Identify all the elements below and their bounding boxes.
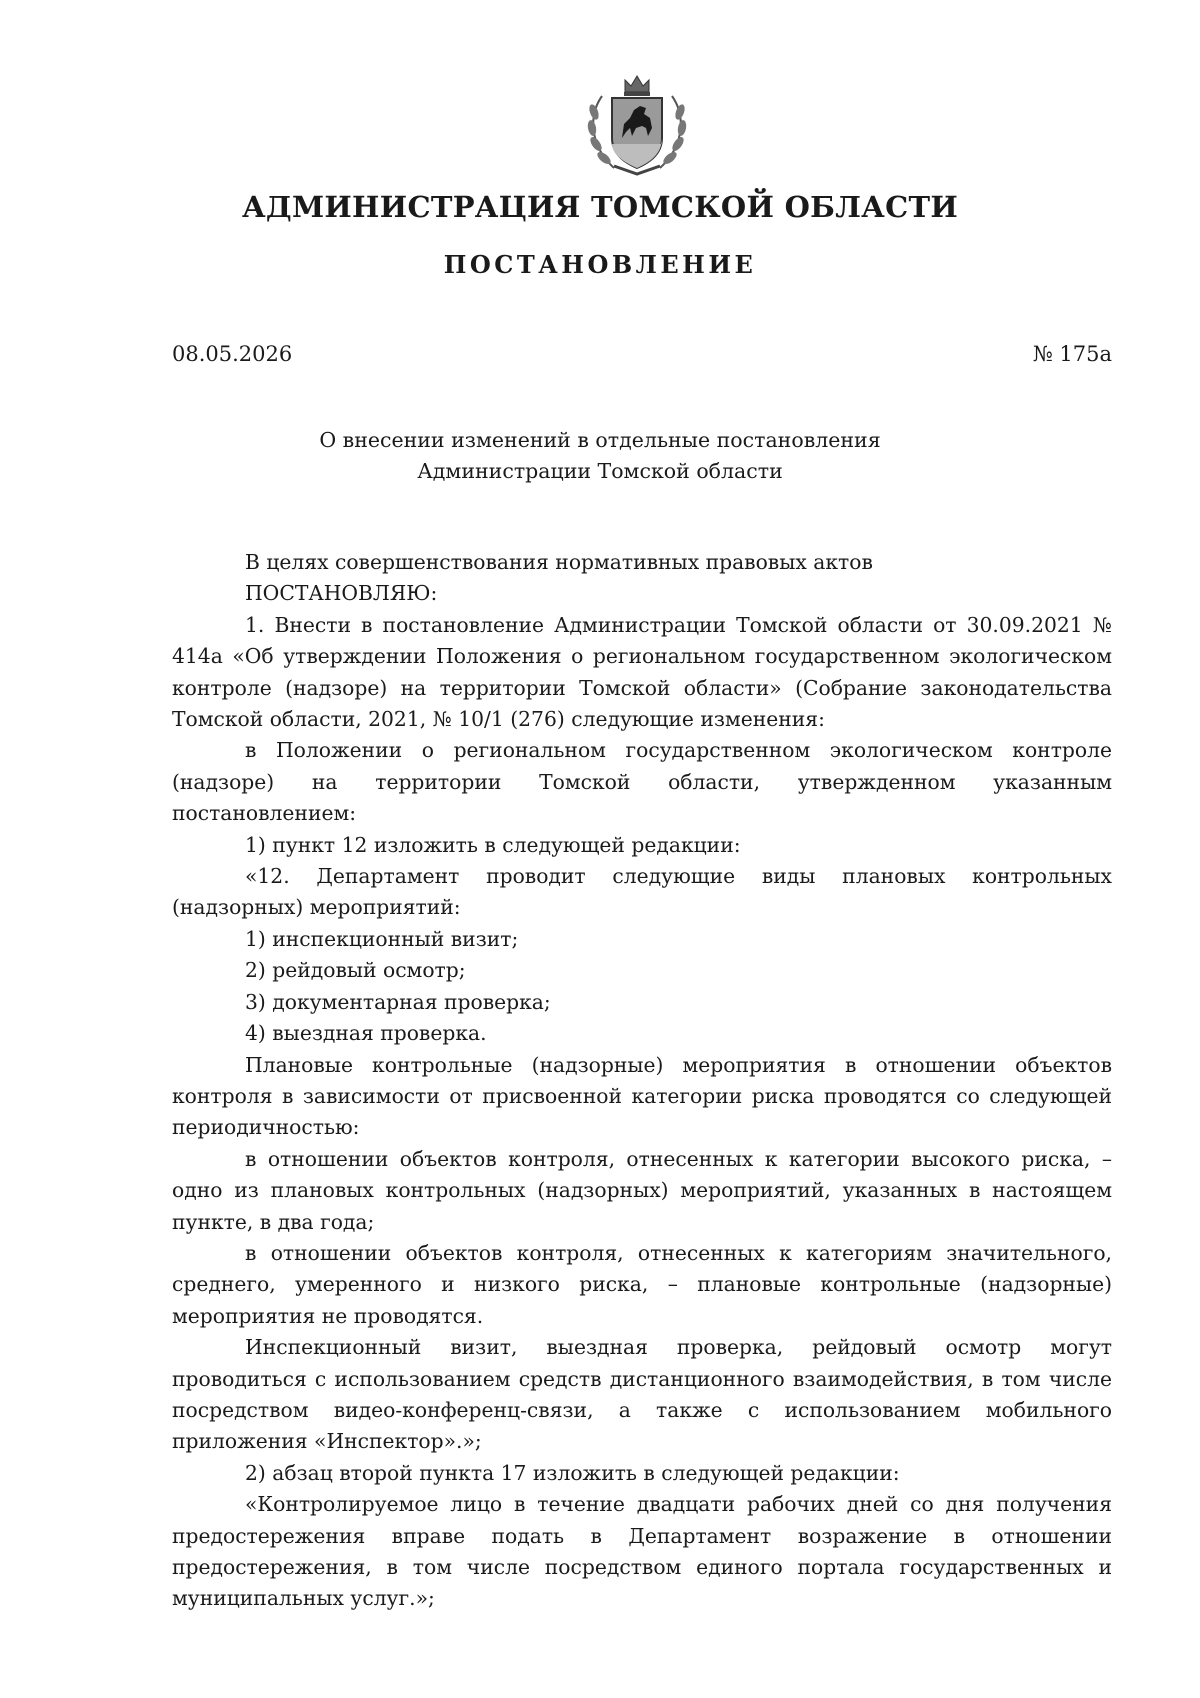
body-paragraph: 1. Внести в постановление Администрации Томской области от 30.09.2021 № 414а «Об утверждении Положения о региональном государственном экологическом контроле (надзоре) на территории Томской области» (Собрание законодательства Томской области, 2021, № 10/1 (276) следующие изменения: [172, 612, 1112, 732]
body-paragraph: в отношении объектов контроля, отнесенных к категориям значительного, среднего, умеренного и низкого риска, – плановые контрольные (надзорные) мероприятия не проводятся. [172, 1240, 1112, 1328]
body-paragraph: Инспекционный визит, выездная проверка, рейдовый осмотр могут проводиться с использованием средств дистанционного взаимодействия, в том числе посредством видео-конференц-связи, а также с использованием мобильного приложения «Инспектор».»; [172, 1335, 1112, 1454]
document-type: ПОСТАНОВЛЕНИЕ [443, 250, 757, 279]
subject-line: О внесении изменений в отдельные постановления [319, 428, 881, 452]
body-paragraph: 2) рейдовый осмотр; [245, 958, 466, 983]
organization-title: АДМИНИСТРАЦИЯ ТОМСКОЙ ОБЛАСТИ [241, 190, 959, 224]
body-paragraph: в отношении объектов контроля, отнесенных к категории высокого риска, – одно из плановых контрольных (надзорных) мероприятий, указанных в настоящем пункте, в два года; [172, 1146, 1112, 1234]
body-paragraph: ПОСТАНОВЛЯЮ: [245, 581, 438, 606]
body-paragraph: «12. Департамент проводит следующие виды плановых контрольных (надзорных) мероприятий: [172, 864, 1112, 920]
document-date: 08.05.2026 [172, 342, 293, 366]
body-paragraph: 3) документарная проверка; [245, 989, 551, 1014]
subject-line: Администрации Томской области [417, 459, 783, 483]
document-subject [0, 425, 1200, 487]
document-number: № 175а [1032, 342, 1112, 366]
body-paragraph: Плановые контрольные (надзорные) мероприятия в отношении объектов контроля в зависимости от присвоенной категории риска проводятся со следующей периодичностью: [172, 1052, 1112, 1140]
body-paragraph: 1) пункт 12 изложить в следующей редакции: [245, 832, 741, 857]
body-paragraph: В целях совершенствования нормативных правовых актов [245, 550, 873, 574]
body-paragraph: 2) абзац второй пункта 17 изложить в следующей редакции: [245, 1460, 900, 1485]
body-paragraph: 4) выездная проверка. [245, 1021, 487, 1046]
body-paragraph: в Положении о региональном государственном экологическом контроле (надзоре) на территории Томской области, утвержденном указанным постановлением: [172, 738, 1112, 826]
document-body [172, 547, 1112, 1615]
tomsk-region-coat-of-arms-icon [584, 68, 690, 178]
body-paragraph: «Контролируемое лицо в течение двадцати рабочих дней со дня получения предостережения вправе подать в Департамент возражение в отношении предостережения, в том числе посредством единого портала государственных и муниципальных услуг.»; [172, 1492, 1112, 1611]
body-paragraph: 1) инспекционный визит; [245, 926, 519, 951]
